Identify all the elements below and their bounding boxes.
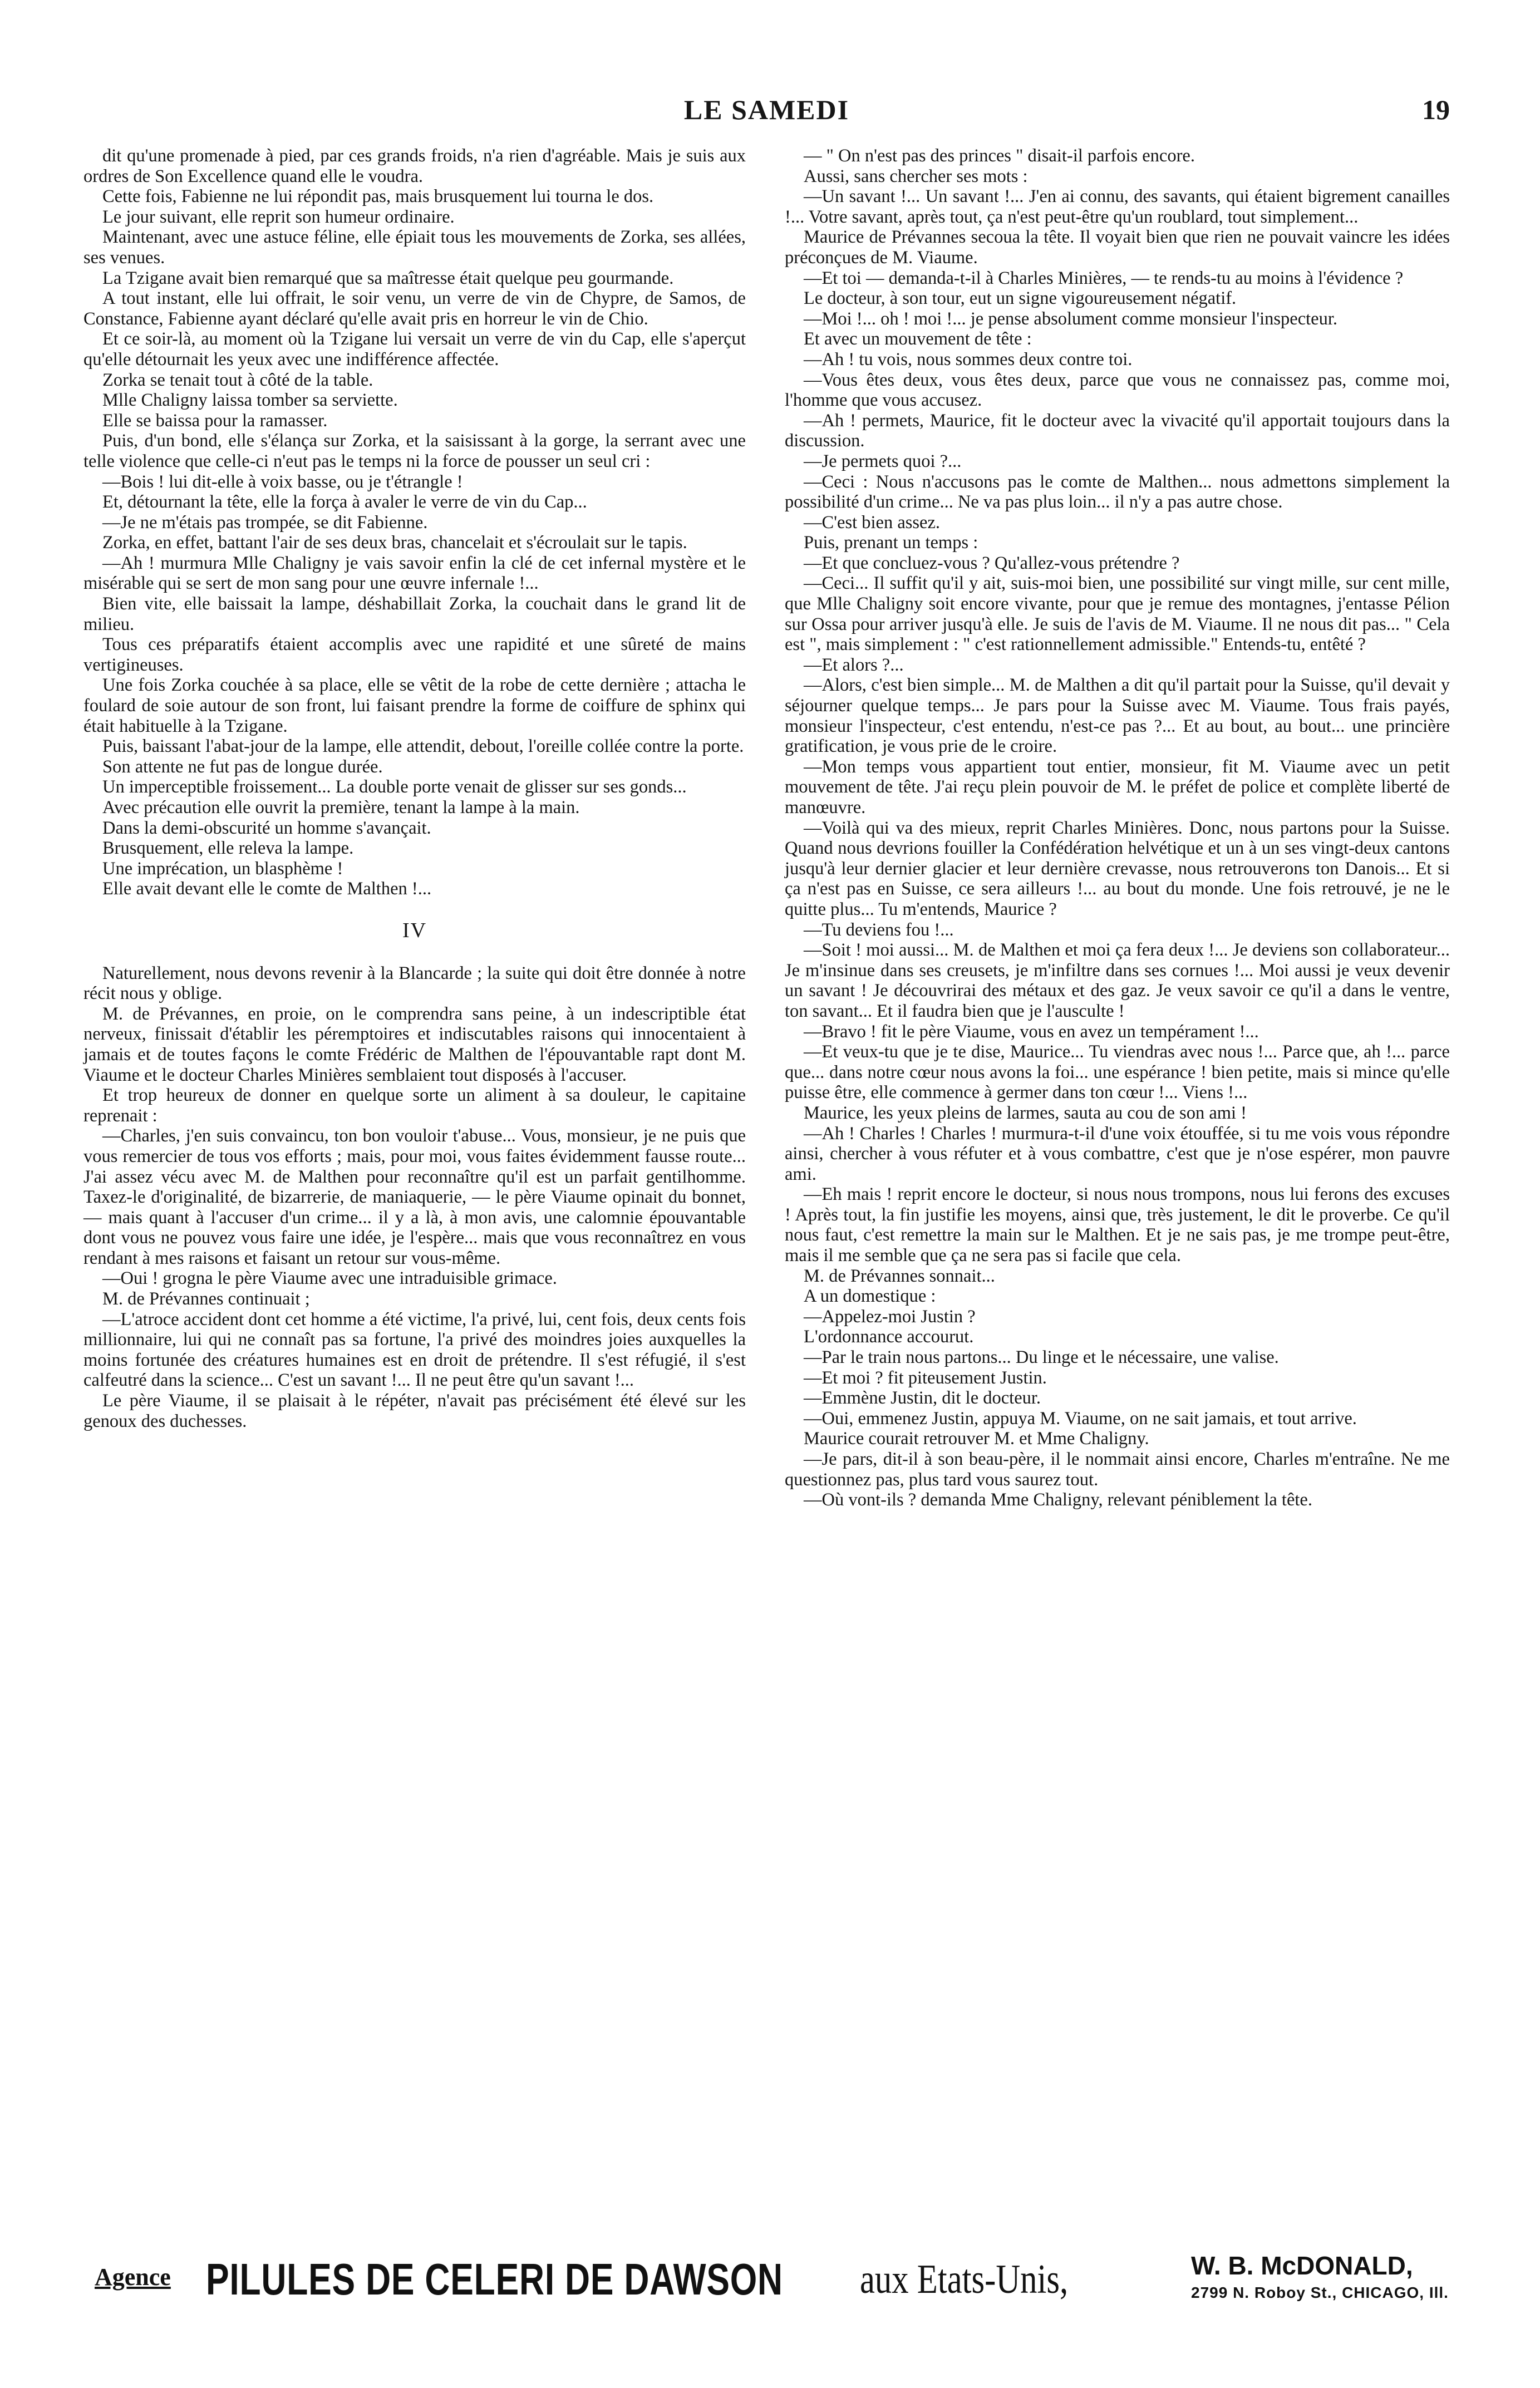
paragraph: —Moi !... oh ! moi !... je pense absolument comme monsieur l'inspecteur.: [804, 308, 1338, 329]
paragraph: Et trop heureux de donner en quelque sorte un aliment à sa douleur, le capitaine reprenait :: [83, 1085, 746, 1126]
paragraph: —Mon temps vous appartient tout entier, monsieur, fit M. Viaume avec un petit mouvement de tête. J'ai reçu plein pouvoir de M. le préfet de police et complète liberté de manœuvre.: [785, 756, 1450, 818]
paragraph: Puis, baissant l'abat-jour de la lampe, elle attendit, debout, l'oreille collée contre la porte.: [102, 736, 744, 757]
paragraph: —Je permets quoi ?...: [804, 451, 962, 471]
paragraph: Une imprécation, un blasphème !: [102, 858, 343, 879]
paragraph: Tous ces préparatifs étaient accomplis avec une rapidité et une sûreté de mains vertigineuses.: [83, 634, 746, 675]
paragraph: Un imperceptible froissement... La double porte venait de glisser sur ses gonds...: [102, 777, 687, 797]
ad-product-name: PILULES DE CELERI DE DAWSON: [206, 2254, 783, 2304]
paragraph: —Ah ! permets, Maurice, fit le docteur avec la vivacité qu'il apportait toujours dans la discussion.: [785, 410, 1450, 451]
paragraph: —Oui ! grogna le père Viaume avec une intraduisible grimace.: [102, 1268, 557, 1289]
page-header: [83, 93, 1450, 130]
ad-agent-name: W. B. McDONALD,: [1191, 2251, 1413, 2280]
paragraph: —Vous êtes deux, vous êtes deux, parce que vous ne connaissez pas, comme moi, l'homme que vous accusez.: [785, 370, 1450, 411]
paragraph: Le père Viaume, il se plaisait à le répéter, n'avait pas précisément été élevé sur les genoux des duchesses.: [83, 1391, 746, 1431]
paragraph: —Et que concluez-vous ? Qu'allez-vous prétendre ?: [804, 553, 1180, 573]
journal-title: LE SAMEDI: [683, 94, 850, 125]
paragraph: Et avec un mouvement de tête :: [804, 329, 1032, 349]
ad-agence: Agence: [95, 2263, 171, 2291]
paragraph: Zorka se tenait tout à côté de la table.: [102, 370, 373, 390]
paragraph: Aussi, sans chercher ses mots :: [804, 166, 1028, 186]
paragraph: —Bois ! lui dit-elle à voix basse, ou je t'étrangle !: [102, 471, 463, 492]
paragraph: —Ah ! murmura Mlle Chaligny je vais savoir enfin la clé de cet infernal mystère et le misérable qui se sert de mon sang pour une œuvre infernale !...: [83, 553, 746, 594]
paragraph: Elle avait devant elle le comte de Malthen !...: [102, 879, 432, 899]
paragraph: dit qu'une promenade à pied, par ces grands froids, n'a rien d'agréable. Mais je suis aux ordres de Son Excellence quand elle le voudra.: [83, 146, 746, 186]
paragraph: —Et veux-tu que je te dise, Maurice... Tu viendras avec nous !... Parce que, ah !... parce que... dans notre cœur nous avons la foi... une espérance ! bien petite, mais si mince qu'elle puisse être, elle commence à germer dans ton cœur !... Viens !...: [785, 1042, 1450, 1103]
advertisement-banner: [95, 2248, 1447, 2315]
paragraph: Et, détournant la tête, elle la força à avaler le verre de vin du Cap...: [102, 492, 587, 513]
ad-agent-address: 2799 N. Roboy St., CHICAGO, Ill.: [1191, 2284, 1449, 2301]
paragraph: Une fois Zorka couchée à sa place, elle se vêtit de la robe de cette dernière ; attacha le foulard de soie autour de son front, lui faisant prendre la forme de coiffure de sphinx qui était habituelle à la Tzigane.: [83, 675, 746, 736]
paragraph: Zorka, en effet, battant l'air de ses deux bras, chancelait et s'écroulait sur le tapis.: [102, 533, 687, 553]
paragraph: —Alors, c'est bien simple... M. de Malthen a dit qu'il partait pour la Suisse, qu'il devait y séjourner quelque temps... Je pars pour la Suisse avec M. Viaume. Tous frais payés, monsieur l'inspecteur, c'est entendu, n'est-ce pas ?... Et au bout, au bout... une princière gratification, je vous prie de le croire.: [785, 675, 1450, 757]
paragraph: — " On n'est pas des princes " disait-il parfois encore.: [804, 146, 1195, 166]
paragraph: —Et toi — demanda-t-il à Charles Minières, — te rends-tu au moins à l'évidence ?: [804, 268, 1404, 288]
paragraph: M. de Prévannes sonnait...: [804, 1266, 995, 1286]
paragraph: Naturellement, nous devons revenir à la Blancarde ; la suite qui doit être donnée à notre récit nous y oblige.: [83, 963, 746, 1004]
paragraph: —Par le train nous partons... Du linge et le nécessaire, une valise.: [804, 1347, 1279, 1368]
paragraph: —Et moi ? fit piteusement Justin.: [804, 1367, 1047, 1388]
paragraph: —Où vont-ils ? demanda Mme Chaligny, relevant péniblement la tête.: [804, 1490, 1312, 1510]
paragraph: —Emmène Justin, dit le docteur.: [804, 1388, 1041, 1409]
paragraph: —Je pars, dit-il à son beau-père, il le nommait ainsi encore, Charles m'entraîne. Ne me questionnez pas, plus tard vous saurez tout.: [785, 1449, 1450, 1490]
paragraph: Maurice de Prévannes secoua la tête. Il voyait bien que rien ne pouvait vaincre les idées préconçues de M. Viaume.: [785, 227, 1450, 268]
ad-country: aux Etats-Unis,: [860, 2257, 1069, 2302]
paragraph: Maurice courait retrouver M. et Mme Chaligny.: [804, 1429, 1149, 1449]
paragraph: —Je ne m'étais pas trompée, se dit Fabienne.: [102, 512, 428, 533]
paragraph: —Ceci : Nous n'accusons pas le comte de Malthen... nous admettons simplement la possibilité d'un crime... Ne va pas plus loin... il n'y a pas autre chose.: [785, 471, 1450, 513]
paragraph: —Charles, j'en suis convaincu, ton bon vouloir t'abuse... Vous, monsieur, je ne puis que vous remercier de tous vos efforts ; mais, pour moi, vous faites évidemment fausse route... J'ai assez vécu avec M. de Malthen pour reconnaître qu'il est un parfait gentilhomme. Taxez-le d'originalité, de bizarrerie, de maniaquerie, — le père Viaume opinait du bonnet, — mais quant à l'accuser d'un crime... il y a là, à mon avis, une calomnie épouvantable dont vous ne pouvez vous faire une idée, je l'espère... mais que vous reconnaîtrez en vous rendant à mes raisons et faisant un retour sur vous-même.: [83, 1126, 746, 1268]
paragraph: Le jour suivant, elle reprit son humeur ordinaire.: [102, 206, 455, 227]
section-heading: IV: [402, 918, 427, 942]
paragraph: —Bravo ! fit le père Viaume, vous en avez un tempérament !...: [804, 1021, 1259, 1042]
paragraph: —Appelez-moi Justin ?: [804, 1306, 976, 1327]
paragraph: Puis, d'un bond, elle s'élança sur Zorka, et la saisissant à la gorge, la serrant avec une telle violence que celle-ci n'eut pas le temps ni la force de pousser un seul cri :: [83, 431, 746, 471]
paragraph: —Soit ! moi aussi... M. de Malthen et moi ça fera deux !... Je deviens son collaborateur... Je m'insinue dans ses creusets, je m'infiltre dans ses cornues !... Moi aussi je veux devenir un savant ! Je découvrirai des métaux et des gaz. Je veux savoir ce qu'il a dans le ventre, ton savant... Et il faudra bien que je l'ausculte !: [785, 940, 1450, 1021]
paragraph: —Ceci... Il suffit qu'il y ait, suis-moi bien, une possibilité sur vingt mille, sur cent mille, que Mlle Chaligny soit encore vivante, pour que je remue des montagnes, j'entasse Pélion sur Ossa pour arriver jusqu'à elle. Je suis de l'avis de M. Viaume. Il ne nous dit pas... " Cela est ", mais simplement : " c'est rationnellement admissible." Entends-tu, entêté ?: [785, 573, 1450, 655]
paragraph: Bien vite, elle baissait la lampe, déshabillait Zorka, la couchait dans le grand lit de milieu.: [83, 594, 746, 634]
paragraph: A un domestique :: [804, 1286, 936, 1307]
paragraph: M. de Prévannes, en proie, on le comprendra sans peine, à un indescriptible état nerveux, finissait d'établir les péremptoires et indiscutables raisons qui innocentaient à jamais et de toutes façons le comte Frédéric de Malthen de l'épouvantable rapt dont M. Viaume et le docteur Charles Minières semblaient tout disposés à l'accuser.: [83, 1003, 746, 1085]
paragraph: —Ah ! tu vois, nous sommes deux contre toi.: [804, 349, 1133, 370]
paragraph: —L'atroce accident dont cet homme a été victime, l'a privé, lui, cent fois, deux cents fois millionnaire, lui qui ne connaît pas sa fortune, l'a privé des moindres joies auxquelles la moins fortunée des créatures humaines est en droit de prétendre. Il s'est réfugié, il s'est calfeutré dans la science... C'est un savant !... Il ne peut être qu'un savant !...: [83, 1309, 746, 1391]
paragraph: M. de Prévannes continuait ;: [102, 1289, 310, 1309]
paragraph: Avec précaution elle ouvrit la première, tenant la lampe à la main.: [102, 797, 580, 818]
paragraph: Maurice, les yeux pleins de larmes, sauta au cou de son ami !: [804, 1102, 1247, 1123]
paragraph: —Tu deviens fou !...: [804, 919, 954, 940]
right-text-column: [785, 146, 1450, 1510]
paragraph: —Oui, emmenez Justin, appuya M. Viaume, on ne sait jamais, et tout arrive.: [804, 1408, 1357, 1429]
paragraph: Dans la demi-obscurité un homme s'avançait.: [102, 818, 431, 838]
paragraph: —Et alors ?...: [804, 654, 904, 675]
paragraph: L'ordonnance accourut.: [804, 1327, 974, 1347]
paragraph: —C'est bien assez.: [804, 512, 941, 533]
paragraph: Cette fois, Fabienne ne lui répondit pas, mais brusquement lui tourna le dos.: [102, 186, 654, 207]
paragraph: Brusquement, elle releva la lampe.: [102, 838, 354, 859]
paragraph: Mlle Chaligny laissa tomber sa serviette.: [102, 390, 398, 411]
paragraph: Elle se baissa pour la ramasser.: [102, 410, 328, 431]
paragraph: —Eh mais ! reprit encore le docteur, si nous nous trompons, nous lui ferons des excuses ! Après tout, la fin justifie les moyens, ainsi que, très justement, le dit le proverbe. Ce qu'il nous faut, c'est remettre la main sur le Malthen. Et je ne sais pas, je me trompe peut-être, mais il me semble que ça ne sera pas si facile que cela.: [785, 1184, 1450, 1266]
paragraph: A tout instant, elle lui offrait, le soir venu, un verre de vin de Chypre, de Samos, de Constance, Fabienne ayant déclaré qu'elle avait pris en horreur le vin de Chio.: [83, 288, 746, 329]
paragraph: Son attente ne fut pas de longue durée.: [102, 756, 383, 777]
paragraph: Et ce soir-là, au moment où la Tzigane lui versait un verre de vin du Cap, elle s'aperçut qu'elle détournait les yeux avec une indifférence affectée.: [83, 329, 746, 370]
left-text-column: [83, 146, 746, 1431]
paragraph: —Voilà qui va des mieux, reprit Charles Minières. Donc, nous partons pour la Suisse. Quand nous devrions fouiller la Confédération helvétique et un à un ses vingt-deux cantons jusqu'à leur dernier glacier et leur dernière crevasse, nous retrouverons ton Danois... Et si ça n'est pas en Suisse, ce sera ailleurs !... au bout du monde. Une fois retrouvé, je ne le quitte plus... Tu m'entends, Maurice ?: [785, 818, 1450, 919]
paragraph: —Ah ! Charles ! Charles ! murmura-t-il d'une voix étouffée, si tu me vois vous répondre ainsi, chercher à vous réfuter et à vous combattre, c'est que je n'ose espérer, mon pauvre ami.: [785, 1123, 1450, 1184]
paragraph: Puis, prenant un temps :: [804, 533, 978, 553]
paragraph: Maintenant, avec une astuce féline, elle épiait tous les mouvements de Zorka, ses allées, ses venues.: [83, 227, 746, 268]
paragraph: La Tzigane avait bien remarqué que sa maîtresse était quelque peu gourmande.: [102, 268, 674, 288]
paragraph: Le docteur, à son tour, eut un signe vigoureusement négatif.: [804, 288, 1237, 309]
page-number: 19: [1422, 94, 1450, 125]
paragraph: —Un savant !... Un savant !... J'en ai connu, des savants, qui étaient bigrement canailles !... Votre savant, après tout, ça n'est peut-être qu'un roublard, tout simplement...: [785, 186, 1450, 227]
